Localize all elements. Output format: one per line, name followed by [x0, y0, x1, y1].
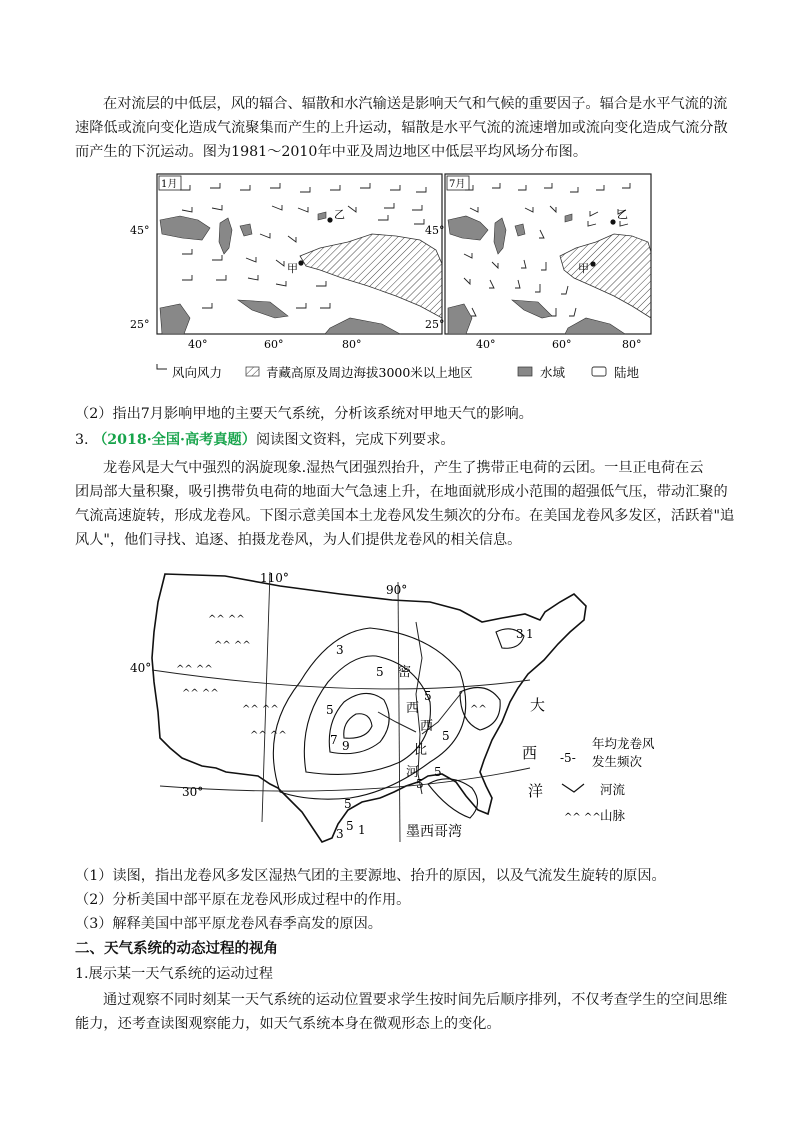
ocean-label-char: 大: [530, 696, 546, 714]
lon-110-label: 110°: [260, 571, 289, 585]
us-map-legend: [560, 736, 655, 823]
ocean-label-char: 洋: [528, 782, 544, 800]
lon-80-label: 80°: [622, 338, 642, 351]
intro-line-3: 而产生的下沉运动。图为1981～2010年中亚及周边地区中低层平均风场分布图。: [75, 144, 588, 160]
jia-label: 甲: [578, 262, 589, 275]
contour-label: 7: [330, 733, 338, 747]
land-swatch-icon: [592, 367, 606, 376]
lat-45-label: 45°: [425, 224, 445, 237]
us-tornado-map: [130, 562, 690, 850]
section-subheading: 1.展示某一天气系统的运动过程: [75, 966, 273, 982]
lat-45-label: 45°: [130, 224, 150, 237]
contour-label: 5: [424, 689, 432, 703]
lat-25-label: 25°: [130, 318, 150, 331]
lon-90-label: 90°: [386, 583, 408, 597]
mountain-icon: ^^ ^^: [208, 614, 245, 625]
yi-label: 乙: [617, 208, 628, 221]
yi-label: 乙: [334, 208, 345, 221]
contour-label: 5: [434, 765, 442, 779]
tornado-line-1: 龙卷风是大气中强烈的涡旋现象.湿热气团强烈抬升，产生了携带正电荷的云团。一旦正电荷在云: [103, 460, 704, 476]
river-icon: [562, 784, 584, 792]
section-heading: 二、天气系统的动态过程的视角: [75, 941, 278, 957]
map-month-label: 1月: [161, 179, 178, 190]
lat-30-label: 30°: [182, 785, 204, 799]
contour-label: 1: [358, 823, 366, 837]
q3-number: 3.: [75, 432, 89, 448]
tornado-line-3: 气流高速旋转，形成龙卷风。下图示意美国本土龙卷风发生频次的分布。在美国龙卷风多发区，活跃着"追: [75, 508, 735, 524]
river-label-char: 比: [414, 743, 428, 758]
river-label-char: 密: [398, 665, 412, 680]
mountain-icon: ^^: [470, 704, 487, 715]
contour-label: 1: [526, 627, 534, 641]
contour-label: 9: [342, 739, 350, 753]
contour-label: 5: [344, 797, 352, 811]
ocean-label-char: 西: [522, 744, 538, 762]
question-july: （2）指出7月影响甲地的主要天气系统，分析该系统对甲地天气的影响。: [75, 406, 533, 422]
mountain-legend-icon: ^^ ^^: [564, 812, 601, 823]
tornado-line-2: 团局部大量积聚，吸引携带负电荷的地面大气急速上升，在地面就形成小范围的超强低气压，带动汇聚的: [75, 484, 728, 500]
lon-40-label: 40°: [188, 338, 208, 351]
contour-label: 3: [516, 627, 524, 641]
jia-label: 甲: [287, 262, 298, 275]
water-swatch-icon: [518, 367, 532, 376]
intro-line-2: 速降低或流向变化造成气流聚集而产生的上升运动，辐散是水平气流的流速增加或流向变化造成气流分散: [75, 120, 728, 136]
q3-header: [75, 428, 735, 452]
contour-label: 5: [442, 729, 450, 743]
question-2: （2）分析美国中部平原在龙卷风形成过程中的作用。: [75, 892, 411, 908]
legend-river: 河流: [600, 782, 626, 797]
section-line-2: 能力，还考查读图观察能力，如天气系统本身在微观形态上的变化。: [75, 1016, 501, 1032]
map-month-label: 7月: [449, 179, 466, 190]
plateau-swatch-icon: [246, 367, 259, 376]
legend-contour-sample: -5-: [560, 751, 576, 765]
lon-60-label: 60°: [552, 338, 572, 351]
intro-line-1: 在对流层的中低层，风的辐合、辐散和水汽输送是影响天气和气候的重要因子。辐合是水平气流的流: [103, 96, 728, 112]
wind-field-maps: [120, 168, 680, 390]
legend-mountain: 山脉: [600, 808, 626, 823]
wind-map-legend: [157, 364, 640, 380]
contour-label: 3: [336, 827, 344, 841]
legend-plateau: 青藏高原及周边海拔3000米以上地区: [266, 365, 473, 380]
question-3: （3）解释美国中部平原龙卷风春季高发的原因。: [75, 916, 382, 932]
tornado-line-4: 风人"，他们寻找、追逐、拍摄龙卷风，为人们提供龙卷风的相关信息。: [75, 532, 522, 548]
legend-freq-line2: 发生频次: [592, 754, 643, 769]
question-1: （1）读图，指出龙卷风多发区湿热气团的主要源地、抬升的原因，以及气流发生旋转的原因。: [75, 868, 666, 884]
q3-prompt: 阅读图文资料，完成下列要求。: [255, 432, 455, 448]
mountain-icon: ^^ ^^: [176, 664, 213, 675]
q3-source: （2018·全国·高考真题）: [93, 432, 256, 448]
contour-label: 5: [346, 819, 354, 833]
lon-40-label: 40°: [476, 338, 496, 351]
river-label-char: 河: [406, 765, 420, 780]
lat-40-label: 40°: [130, 661, 152, 675]
lon-60-label: 60°: [264, 338, 284, 351]
river-label-char: 西: [406, 701, 420, 716]
mountain-icon: ^^ ^^: [182, 688, 219, 699]
january-map: [130, 174, 442, 351]
legend-wind: 风向风力: [172, 365, 223, 380]
legend-freq-line1: 年均龙卷风: [592, 736, 655, 751]
mountain-icon: ^^ ^^: [250, 730, 287, 741]
contour-label: 5: [376, 665, 384, 679]
section-line-1: 通过观察不同时刻某一天气系统的运动位置要求学生按时间先后顺序排列，不仅考查学生的空间思维: [103, 992, 728, 1008]
july-map: [425, 174, 651, 351]
mountain-icon: ^^ ^^: [214, 640, 251, 651]
mountain-icon: ^^ ^^: [242, 704, 279, 715]
wind-barb-icon: [157, 364, 167, 369]
contour-label: 3: [336, 643, 344, 657]
legend-water: 水域: [540, 365, 566, 380]
legend-land: 陆地: [614, 365, 640, 380]
lon-80-label: 80°: [342, 338, 362, 351]
gulf-label: 墨西哥湾: [406, 824, 462, 840]
contour-label: 5: [326, 703, 334, 717]
lat-25-label: 25°: [425, 318, 445, 331]
contour-label: 5: [416, 777, 424, 791]
river-label-char: 西: [420, 719, 434, 734]
